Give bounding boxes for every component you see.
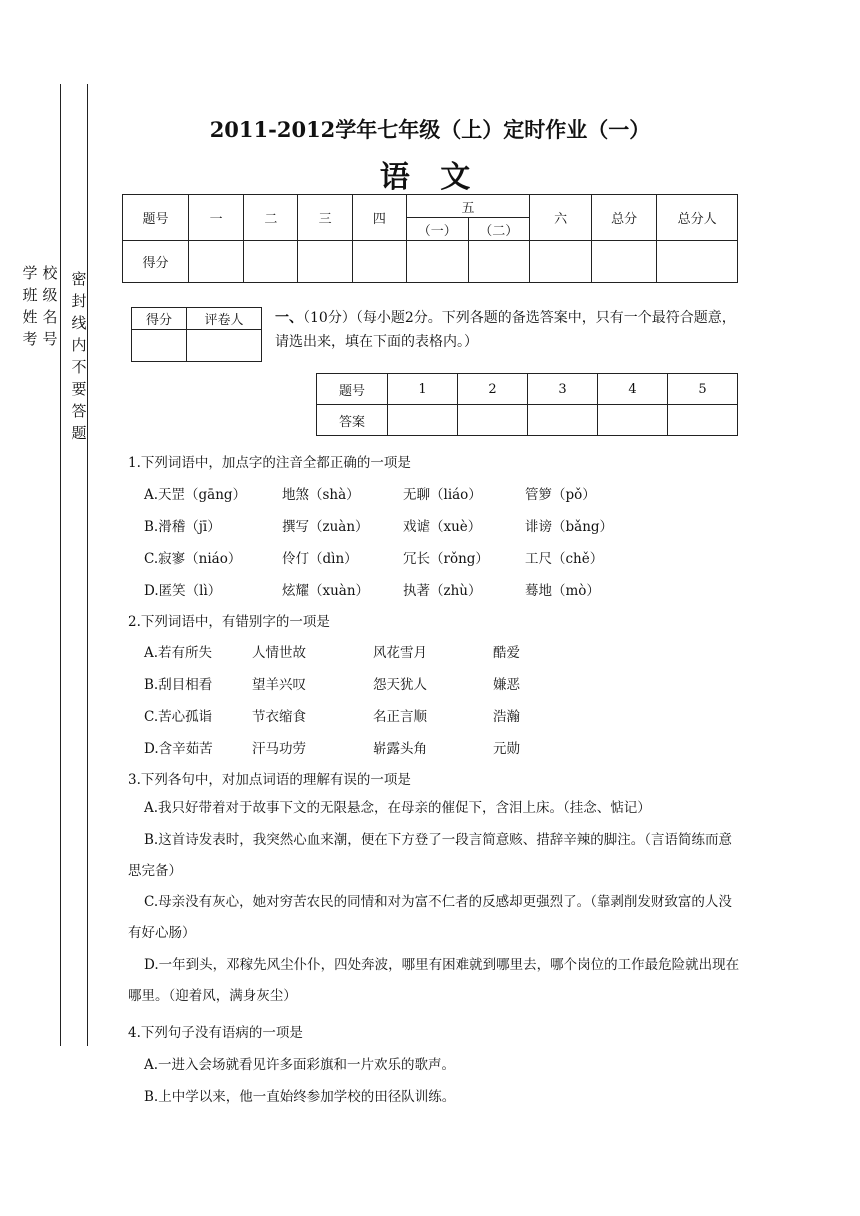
grader-table (131, 307, 262, 362)
answer-header-q: 题号 (317, 374, 388, 405)
score-table (122, 194, 738, 283)
score-cell[interactable] (468, 241, 530, 283)
q4-option-b: B.上中学以来，他一直始终参加学校的田径队训练。 (144, 1089, 456, 1105)
q1-option-3-0: D.匿笑（lì） (144, 583, 222, 599)
q4-option-a: A.一进入会场就看见许多面彩旗和一片欢乐的歌声。 (144, 1057, 456, 1073)
q3-stem: 3.下列各句中，对加点词语的理解有误的一项是 (128, 772, 411, 788)
answer-num-3: 3 (528, 374, 598, 405)
q2-option-1-0: B.刮目相看 (144, 677, 213, 693)
q2-option-0-0: A.若有所失 (144, 645, 213, 661)
q2-option-0-3: 酷爱 (493, 645, 520, 661)
q2-option-0-2: 风花雪月 (373, 645, 427, 661)
q1-option-2-1: 伶仃（dìn） (282, 551, 358, 567)
q1-option-3-2: 执著（zhù） (403, 583, 482, 599)
q2-option-0-1: 人情世故 (252, 645, 306, 661)
label-name: 姓 (22, 308, 38, 326)
q1-option-1-1: 撰写（zuàn） (282, 519, 369, 535)
q2-option-1-3: 嫌恶 (493, 677, 520, 693)
grader-score-label: 得分 (132, 308, 187, 330)
score-col-grader: 总分人 (657, 195, 738, 241)
exam-title: 2011-2012学年七年级（上）定时作业（一） (209, 117, 651, 142)
q1-option-2-2: 冗长（rǒng） (403, 551, 489, 567)
score-cell[interactable] (406, 241, 468, 283)
label-school-2: 校 (42, 264, 58, 282)
label-name-2: 名 (42, 308, 58, 326)
grader-score-cell[interactable] (132, 330, 187, 362)
score-cell[interactable] (530, 241, 592, 283)
q1-option-0-0: A.天罡（gāng） (144, 487, 247, 503)
answer-cell[interactable] (598, 405, 668, 436)
q3-option-c: C.母亲没有灰心，她对穷苦农民的同情和对为富不仁者的反感却更强烈了。（靠剥削发财致富的人没有好心肠） (128, 894, 732, 941)
score-header-q: 题号 (123, 195, 189, 241)
q1-option-1-0: B.滑稽（jī） (144, 519, 221, 535)
q1-option-0-1: 地煞（shà） (282, 487, 360, 503)
subject-title: 语 文 (379, 160, 481, 195)
answer-table (316, 373, 738, 436)
section1-heading (275, 306, 740, 354)
q1-option-1-2: 戏谑（xuè） (403, 519, 482, 535)
q1-option-2-3: 工尺（chě） (525, 551, 604, 567)
binding-line-inner (87, 84, 88, 1046)
label-class: 班 (22, 286, 38, 304)
label-school: 学 (22, 264, 38, 282)
answer-num-5: 5 (668, 374, 738, 405)
section1-number: 一、 (275, 310, 303, 326)
answer-num-2: 2 (458, 374, 528, 405)
score-col-4: 四 (352, 195, 406, 241)
answer-header-a: 答案 (317, 405, 388, 436)
q1-option-3-1: 炫耀（xuàn） (282, 583, 370, 599)
score-col-5-1: （一） (406, 218, 468, 241)
q1-option-2-0: C.寂寥（niáo） (144, 551, 242, 567)
q2-option-2-2: 名正言顺 (373, 709, 427, 725)
label-class-2: 级 (42, 286, 58, 304)
score-cell[interactable] (657, 241, 738, 283)
q1-option-0-3: 管箩（pǒ） (525, 487, 596, 503)
score-cell[interactable] (244, 241, 298, 283)
q2-option-1-2: 怨天犹人 (373, 677, 427, 693)
q2-stem: 2.下列词语中，有错别字的一项是 (128, 614, 330, 630)
q3-option-d: D.一年到头，邓稼先风尘仆仆，四处奔波，哪里有困难就到哪里去，哪个岗位的工作最危险就出现在哪里。（迎着风，满身灰尘） (128, 957, 740, 1004)
answer-cell[interactable] (388, 405, 458, 436)
score-col-5-2: （二） (468, 218, 530, 241)
q1-option-3-3: 蓦地（mò） (525, 583, 600, 599)
score-col-5: 五 (406, 195, 529, 218)
label-examno-2: 号 (42, 330, 58, 348)
binding-line-outer (60, 84, 61, 1046)
q2-option-1-1: 望羊兴叹 (252, 677, 306, 693)
q2-option-2-3: 浩瀚 (493, 709, 520, 725)
answer-num-4: 4 (598, 374, 668, 405)
seal-text: 密封线内不要答题 (71, 270, 87, 442)
score-cell[interactable] (352, 241, 406, 283)
score-col-total: 总分 (592, 195, 657, 241)
q2-option-2-1: 节衣缩食 (252, 709, 306, 725)
section1-text: （10分）（每小题2分。下列各题的备选答案中，只有一个最符合题意，请选出来，填在下面的表格内。） (275, 310, 736, 350)
score-col-3: 三 (298, 195, 352, 241)
answer-cell[interactable] (458, 405, 528, 436)
score-col-2: 二 (244, 195, 298, 241)
q2-option-3-2: 崭露头角 (373, 741, 427, 757)
q3-option-a: A.我只好带着对于故事下文的无限悬念，在母亲的催促下，含泪上床。（挂念、惦记） (144, 800, 651, 816)
q2-option-3-1: 汗马功劳 (252, 741, 306, 757)
q2-option-3-0: D.含辛茹苦 (144, 741, 213, 757)
q2-option-3-3: 元勋 (493, 741, 520, 757)
grader-reviewer-cell[interactable] (187, 330, 262, 362)
q1-option-0-2: 无聊（liáo） (403, 487, 482, 503)
score-cell[interactable] (298, 241, 352, 283)
score-cell[interactable] (189, 241, 244, 283)
answer-cell[interactable] (528, 405, 598, 436)
score-col-6: 六 (530, 195, 592, 241)
answer-num-1: 1 (388, 374, 458, 405)
score-col-1: 一 (189, 195, 244, 241)
score-cell[interactable] (592, 241, 657, 283)
q1-option-1-3: 诽谤（bǎng） (525, 519, 614, 535)
score-row-label: 得分 (123, 241, 189, 283)
grader-reviewer-label: 评卷人 (187, 308, 262, 330)
q1-stem: 1.下列词语中，加点字的注音全都正确的一项是 (128, 455, 411, 471)
label-examno: 考 (22, 330, 38, 348)
q4-stem: 4.下列句子没有语病的一项是 (128, 1025, 303, 1041)
q2-option-2-0: C.苦心孤诣 (144, 709, 213, 725)
answer-cell[interactable] (668, 405, 738, 436)
q3-option-b: B.这首诗发表时，我突然心血来潮，便在下方登了一段言简意赅、措辞辛辣的脚注。（言语简练而意思完备） (128, 832, 732, 879)
